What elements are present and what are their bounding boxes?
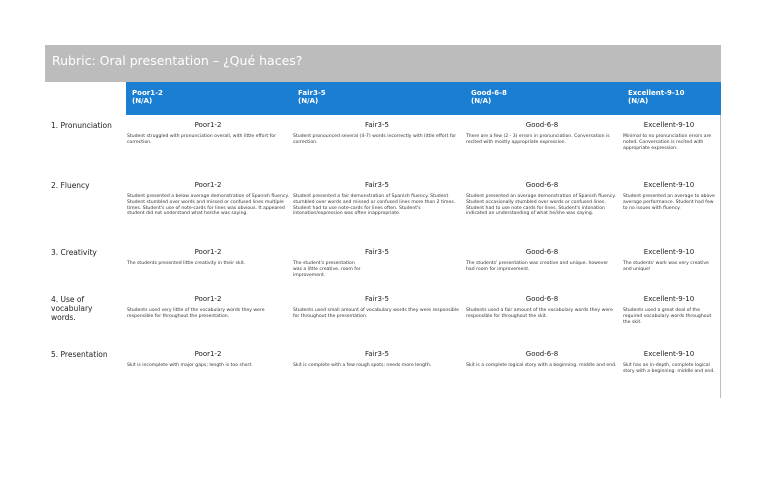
rubric-cell	[293, 181, 461, 217]
criterion-label: 2. Fluency	[51, 181, 90, 190]
rubric-cell	[127, 121, 289, 146]
cell-description: The student's presentation was a little creative. room for improvement.	[293, 261, 361, 278]
column-header-row	[45, 82, 721, 115]
rubric-title: Rubric: Oral presentation – ¿Qué haces?	[45, 45, 721, 82]
cell-description: Student presented a fair demonstration of Spanish fluency. Student stumbled over words and missed or confused lines more than 2 times. Student had to use note-cards for lines often. Student's intonation/expression was often inappropriate.	[293, 194, 456, 217]
cell-level: Good-6-8	[525, 181, 559, 189]
cell-level: Excellent-9-10	[643, 295, 695, 303]
rubric-cell	[466, 350, 618, 369]
criterion-label: 5. Presentation	[51, 350, 108, 359]
cell-level: Fair3-5	[365, 121, 389, 129]
cell-description: Student pronounced several (4-7) words incorrectly with little effort for correction.	[293, 134, 457, 145]
cell-description: Student presented an average to above average performance. Student had few to no issues with fluency.	[623, 194, 715, 211]
cell-description: Student struggled with pronunciation overall, with little effort for correction.	[127, 134, 276, 145]
rubric-cell	[466, 181, 618, 217]
cell-level: Excellent-9-10	[643, 121, 695, 129]
rubric-cell	[293, 248, 461, 278]
rubric-cell	[127, 350, 289, 369]
cell-description: Skit is incomplete with major gaps; length is too short.	[127, 363, 253, 368]
cell-description: Student presented an average demonstration of Spanish fluency. Student occasionally stumbled over words or confused lines. Student had to use note cards for lines. Student's intonation indicated an understanding of what he/she was saying.	[466, 194, 616, 217]
cell-description: Student presented a below average demonstration of Spanish fluency. Student stumbled over words and missed or confused lines multiple times. Student's use of note-cards for lines was obvious. It appeared student did not understand what he/she was saying.	[127, 194, 289, 217]
cell-level: Poor1-2	[194, 181, 222, 189]
rubric-cell	[127, 295, 289, 320]
rubric-cell	[293, 295, 461, 320]
column-header-fair-name: Fair3-5	[298, 89, 326, 97]
column-header-poor-na: (N/A)	[132, 97, 153, 105]
rubric-cell	[623, 248, 715, 273]
column-header-good	[471, 89, 507, 105]
rubric-cell	[623, 350, 715, 375]
rubric-cell	[127, 248, 289, 267]
cell-level: Fair3-5	[365, 350, 389, 358]
cell-level: Fair3-5	[365, 295, 389, 303]
cell-level: Excellent-9-10	[643, 181, 695, 189]
column-header-excellent	[628, 89, 685, 105]
column-header-fair-na: (N/A)	[298, 97, 319, 105]
column-header-poor	[132, 89, 163, 105]
criterion-label: 3. Creativity	[51, 248, 97, 257]
cell-description: Skit has an in-depth, complete logical story with a beginning. middle and end.	[623, 363, 715, 374]
cell-level: Good-6-8	[525, 248, 559, 256]
rubric-cell	[623, 295, 715, 325]
column-header-poor-name: Poor1-2	[132, 89, 163, 97]
header-bar	[126, 82, 721, 115]
rubric-cell	[466, 295, 618, 320]
cell-level: Poor1-2	[194, 350, 222, 358]
rubric-cell	[623, 181, 715, 211]
column-header-fair	[298, 89, 326, 105]
cell-level: Fair3-5	[365, 181, 389, 189]
header-blank-cell	[45, 82, 126, 115]
cell-description: The students' work was very creative and unique!	[623, 261, 709, 272]
column-header-good-name: Good-6-8	[471, 89, 507, 97]
column-header-good-na: (N/A)	[471, 97, 492, 105]
cell-description: Minimal to no pronunciation errors are noted. Conversation is recited with appropriate expression.	[623, 134, 712, 151]
cell-description: Students used a fair amount of the vocabulary words they were responsible for throughout the skit.	[466, 308, 613, 319]
cell-level: Fair3-5	[365, 248, 389, 256]
table-right-border	[720, 115, 721, 398]
cell-level: Good-6-8	[525, 121, 559, 129]
cell-description: There are a few (2 - 3) errors in pronunciation. Conversation is recited with mostly appropriate expression.	[466, 134, 610, 145]
rubric-cell	[466, 121, 618, 146]
cell-level: Poor1-2	[194, 121, 222, 129]
cell-description: Skit is a complete logical story with a beginning. middle and end.	[466, 363, 617, 368]
cell-description: The students' presentation was creative and unique. however had room for improvement.	[466, 261, 609, 272]
cell-description: Students used very little of the vocabulary words they were responsible for throughout the presentation.	[127, 308, 265, 319]
cell-description: Students used small amount of vocabulary words they were responsible for throughout the presentation.	[293, 308, 459, 319]
column-header-excellent-na: (N/A)	[628, 97, 649, 105]
cell-level: Poor1-2	[194, 295, 222, 303]
rubric-cell	[293, 121, 461, 146]
cell-description: Students used a great deal of the required vocabulary words throughout the skit.	[623, 308, 712, 325]
column-header-excellent-name: Excellent-9-10	[628, 89, 685, 97]
cell-description: Skit is complete with a few rough spots; needs more length.	[293, 363, 432, 368]
rubric-cell	[623, 121, 715, 151]
rubric-cell	[127, 181, 289, 217]
cell-level: Excellent-9-10	[643, 248, 695, 256]
rubric-cell	[466, 248, 618, 273]
cell-level: Good-6-8	[525, 350, 559, 358]
criterion-label: 4. Use of vocabulary words.	[51, 295, 93, 322]
criterion-label: 1. Pronunciation	[51, 121, 112, 130]
cell-level: Excellent-9-10	[643, 350, 695, 358]
rubric-cell	[293, 350, 461, 369]
cell-level: Poor1-2	[194, 248, 222, 256]
cell-description: The students presented little creativity in their skit.	[127, 261, 246, 266]
cell-level: Good-6-8	[525, 295, 559, 303]
